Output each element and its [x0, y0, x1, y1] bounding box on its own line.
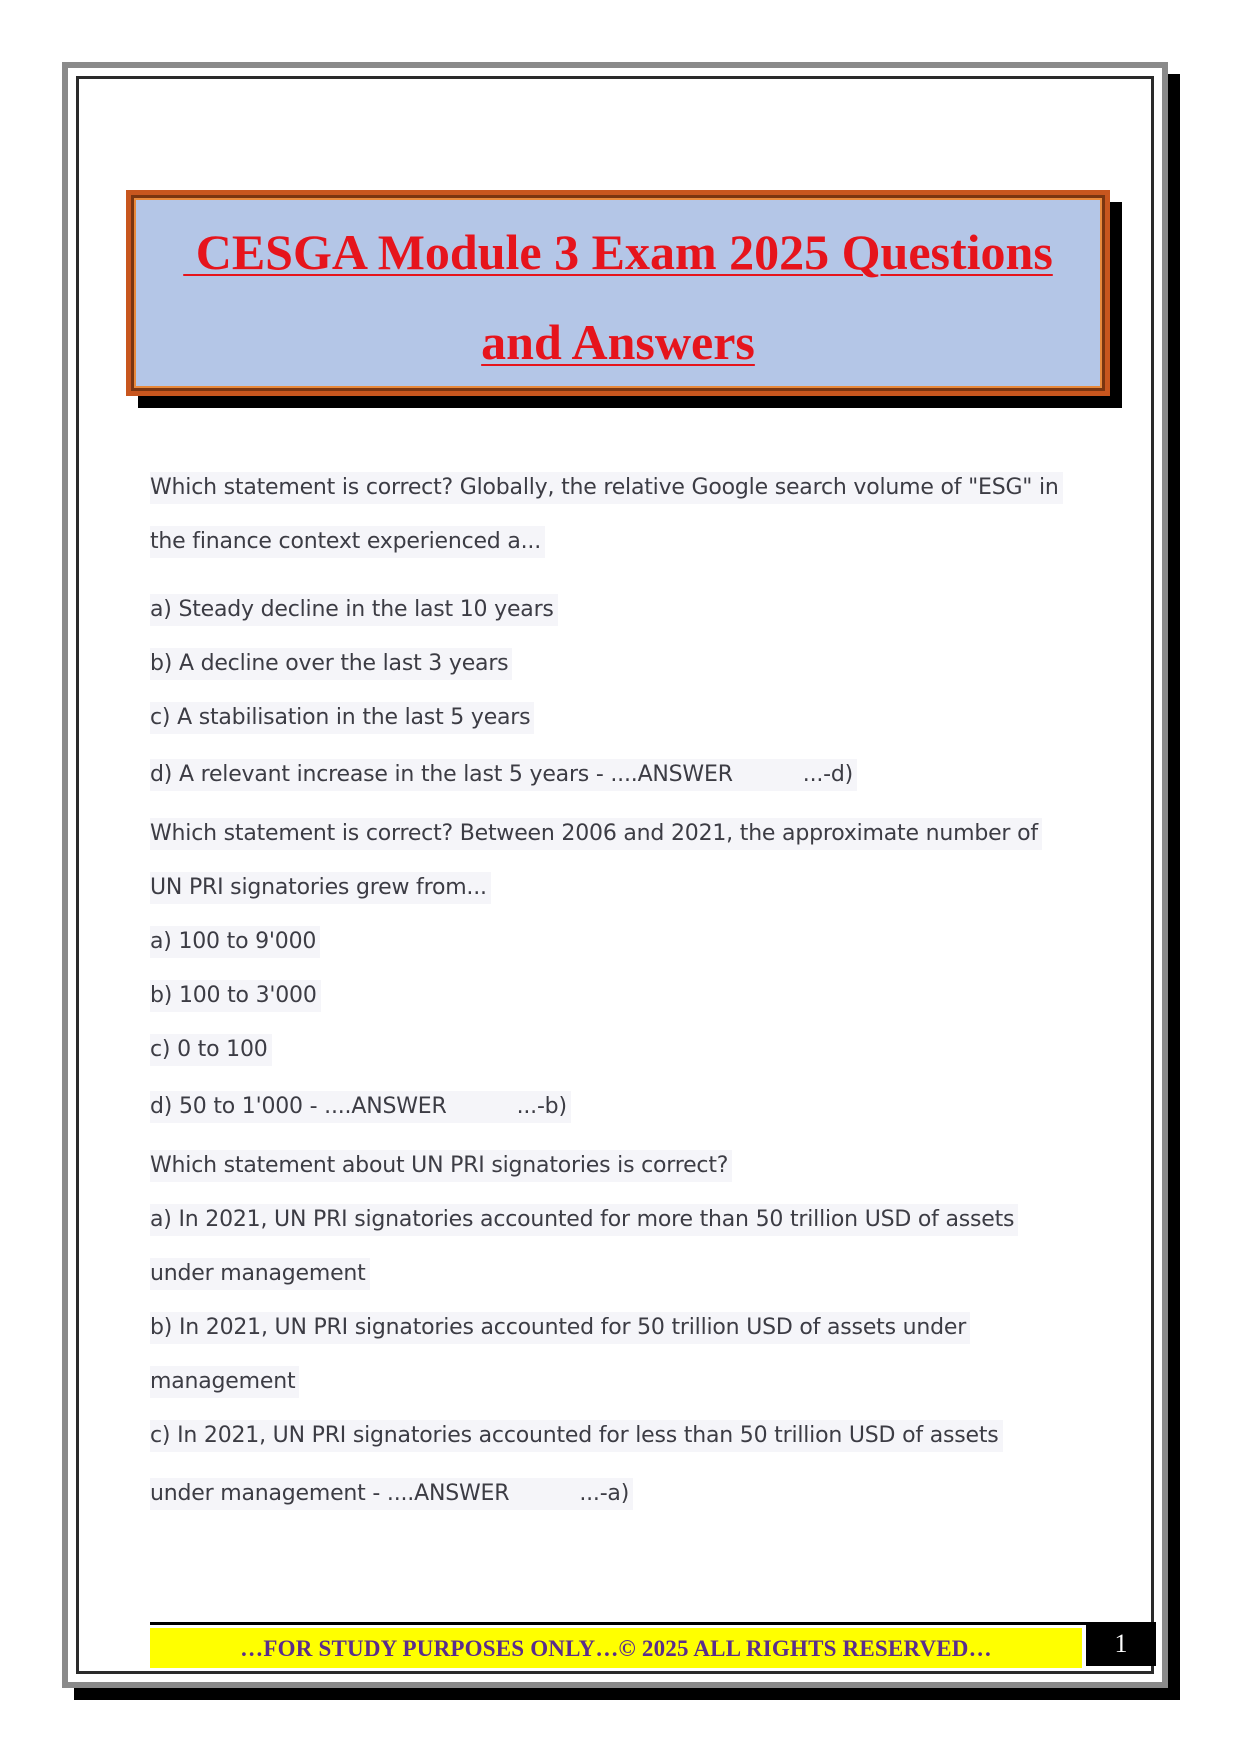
question-2-option-c: c) 0 to 100 — [150, 1034, 272, 1066]
question-3-option-a-line-2: under management — [150, 1258, 370, 1290]
question-3-option-c-line-2: under management - ....ANSWER — [150, 1481, 510, 1506]
question-3-stem-line-1: Which statement about UN PRI signatories is correct? — [150, 1150, 732, 1182]
question-2-option-b: b) 100 to 3'000 — [150, 980, 321, 1012]
footer-notice: …FOR STUDY PURPOSES ONLY…© 2025 ALL RIGHTS RESERVED… — [150, 1628, 1082, 1668]
question-2-stem-line-2: UN PRI signatories grew from... — [150, 872, 491, 904]
question-3-option-b-line-2: management — [150, 1366, 299, 1398]
document-title-line-1: CESGA Module 3 Exam 2025 Questions — [183, 224, 1053, 280]
question-3-answer-value: ...-a) — [579, 1481, 630, 1506]
question-3-answer-line — [150, 1478, 633, 1510]
page-number: 1 — [1086, 1622, 1156, 1666]
question-2-answer-value: ...-b) — [516, 1094, 567, 1119]
question-1-option-b: b) A decline over the last 3 years — [150, 648, 512, 680]
question-3-option-b-line-1: b) In 2021, UN PRI signatories accounted for 50 trillion USD of assets under — [150, 1312, 970, 1344]
question-2-answer-line — [150, 1091, 571, 1123]
question-1-answer-value: ...-d) — [802, 762, 854, 787]
question-3-option-a-line-1: a) In 2021, UN PRI signatories accounted for more than 50 trillion USD of assets — [150, 1204, 1018, 1236]
question-2-stem-line-1: Which statement is correct? Between 2006 and 2021, the approximate number of — [150, 818, 1042, 850]
question-1-option-d: d) A relevant increase in the last 5 years - ....ANSWER — [150, 762, 733, 787]
question-1-stem-line-2: the finance context experienced a... — [150, 526, 545, 558]
question-1-option-c: c) A stabilisation in the last 5 years — [150, 702, 534, 734]
question-2-option-a: a) 100 to 9'000 — [150, 926, 320, 958]
question-1-stem-line-1: Which statement is correct? Globally, the relative Google search volume of "ESG" in — [150, 472, 1063, 504]
question-1-option-a: a) Steady decline in the last 10 years — [150, 594, 558, 626]
question-3-option-c-line-1: c) In 2021, UN PRI signatories accounted for less than 50 trillion USD of assets — [150, 1420, 1003, 1452]
question-1-answer-line — [150, 759, 857, 791]
footer-divider — [150, 1622, 1088, 1625]
title-box — [126, 190, 1110, 396]
question-2-option-d: d) 50 to 1'000 - ....ANSWER — [150, 1094, 447, 1119]
document-title-line-2: and Answers — [481, 314, 755, 370]
